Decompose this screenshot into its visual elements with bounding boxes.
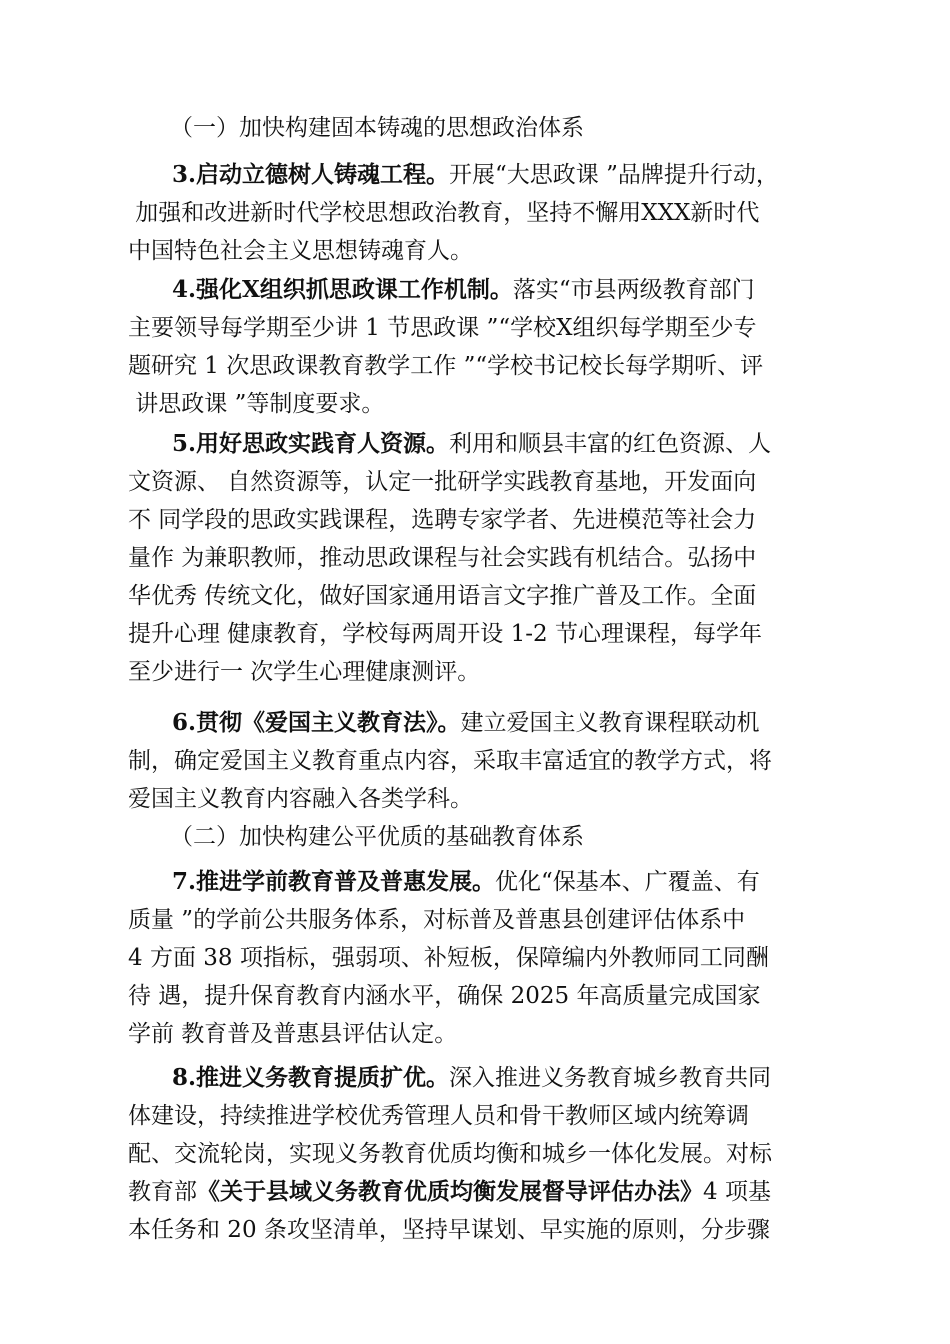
- item-3-title: 3.启动立德树人铸魂工程。: [172, 161, 450, 188]
- item-3-line-3: 中国特色社会主义思想铸魂育人。: [128, 238, 473, 264]
- section-heading-1: （一）加快构建固本铸魂的思想政治体系: [170, 115, 584, 141]
- item-4-line-2: 主要领导每学期至少讲 1 节思政课 ”“学校X组织每学期至少专: [128, 315, 757, 341]
- item-7-line-3: 4 方面 38 项指标，强弱项、补短板，保障编内外教师同工同酬: [128, 945, 769, 971]
- item-4-line-1: [172, 275, 892, 305]
- item-7-line-4: 待 遇，提升保育教育内涵水平，确保 2025 年高质量完成国家: [128, 983, 761, 1009]
- item-6-text: 建立爱国主义教育课程联动机: [460, 710, 760, 736]
- item-5-text: 利用和顺县丰富的红色资源、人: [449, 431, 772, 457]
- item-6-line-2: 制，确定爱国主义教育重点内容，采取丰富适宜的教学方式，将: [128, 748, 772, 774]
- item-6-title: 6.贯彻《爱国主义教育法》。: [172, 709, 461, 736]
- item-7-line-2: 质量 ”的学前公共服务体系，对标普及普惠县创建评估体系中: [128, 907, 746, 933]
- item-3-line-1: [172, 160, 892, 190]
- item-5-line-5: 华优秀 传统文化，做好国家通用语言文字推广普及工作。全面: [128, 583, 757, 609]
- item-8-line-4-prefix: 教育部: [128, 1179, 197, 1205]
- item-8-line-5: 本任务和 20 条攻坚清单，坚持早谋划、早实施的原则，分步骤: [128, 1217, 770, 1243]
- item-6-line-1: [172, 708, 892, 738]
- item-5-line-3: 不 同学段的思政实践课程，选聘专家学者、先进模范等社会力: [128, 507, 757, 533]
- item-8-line-4: [128, 1177, 848, 1207]
- item-7-title: 7.推进学前教育普及普惠发展。: [172, 868, 496, 895]
- item-4-title: 4.强化X组织抓思政课工作机制。: [172, 276, 513, 303]
- item-8-title: 8.推进义务教育提质扩优。: [172, 1064, 450, 1091]
- item-8-line-1: [172, 1063, 892, 1093]
- item-5-line-4: 量作 为兼职教师，推动思政课程与社会实践有机结合。弘扬中: [128, 545, 757, 571]
- item-8-line-4-suffix: 4 项基: [703, 1179, 771, 1205]
- item-5-line-2: 文资源、 自然资源等，认定一批研学实践教育基地，开发面向: [128, 469, 757, 495]
- section-heading-2: （二）加快构建公平优质的基础教育体系: [170, 824, 584, 850]
- item-5-line-1: [172, 429, 892, 459]
- item-3-line-2: 加强和改进新时代学校思想政治教育，坚持不懈用XXX新时代: [128, 200, 760, 226]
- item-7-line-1: [172, 867, 892, 897]
- item-6-line-3: 爱国主义教育内容融入各类学科。: [128, 786, 473, 812]
- item-4-line-4: 讲思政课 ”等制度要求。: [128, 391, 385, 417]
- item-4-text: 落实“市县两级教育部门: [512, 277, 755, 303]
- item-8-line-3: 配、交流轮岗，实现义务教育优质均衡和城乡一体化发展。对标: [128, 1141, 772, 1167]
- item-8-line-2: 体建设，持续推进学校优秀管理人员和骨干教师区域内统筹调: [128, 1103, 749, 1129]
- item-8-text: 深入推进义务教育城乡教育共同: [449, 1065, 772, 1091]
- item-7-line-5: 学前 教育普及普惠县评估认定。: [128, 1021, 458, 1047]
- item-5-line-6: 提升心理 健康教育，学校每两周开设 1-2 节心理课程，每学年: [128, 621, 762, 647]
- item-4-line-3: 题研究 1 次思政课教育教学工作 ”“学校书记校长每学期听、评: [128, 353, 764, 379]
- item-3-text: 开展“大思政课 ”品牌提升行动，: [449, 162, 779, 188]
- item-5-line-7: 至少进行一 次学生心理健康测评。: [128, 659, 481, 685]
- item-5-title: 5.用好思政实践育人资源。: [172, 430, 450, 457]
- item-8-regulation-title: 《关于县域义务教育优质均衡发展督导评估办法》: [197, 1178, 703, 1205]
- item-7-text: 优化“保基本、广覆盖、有: [495, 869, 760, 895]
